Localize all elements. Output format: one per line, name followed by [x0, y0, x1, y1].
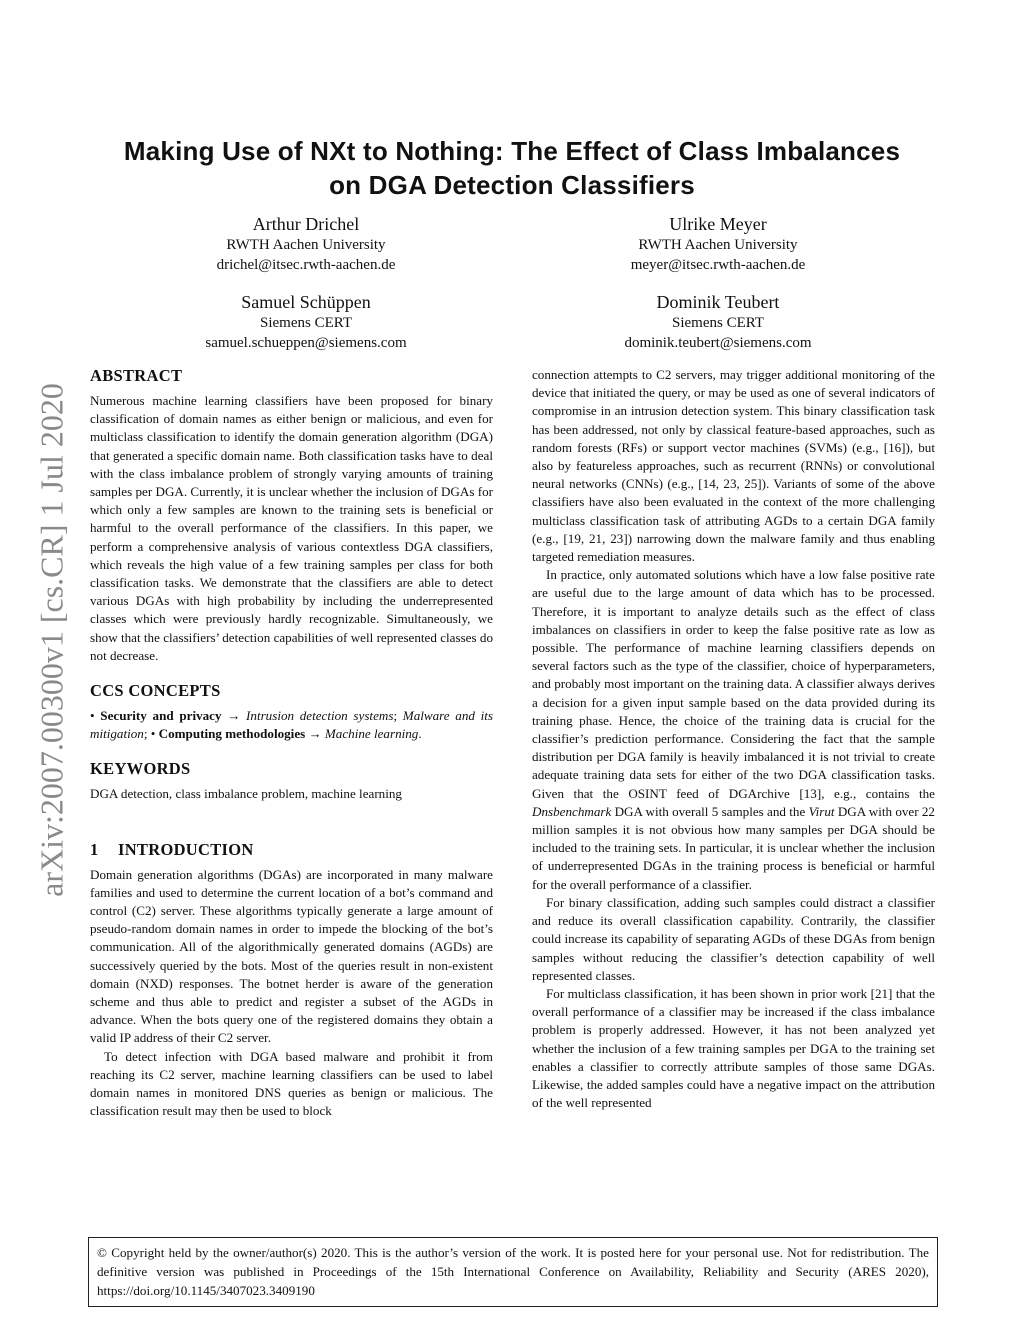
author-affiliation: RWTH Aachen University	[226, 237, 386, 253]
section-number: 1	[90, 839, 99, 859]
abstract-heading: ABSTRACT	[90, 366, 183, 385]
ccs-subconcept: Malware and its mitigation	[90, 708, 493, 742]
ccs-separator: ;	[143, 726, 148, 742]
intro-heading	[90, 840, 493, 860]
ccs-heading: CCS CONCEPTS	[90, 681, 221, 701]
dga-name: Virut	[808, 803, 835, 819]
ccs-subconcept: Machine learning	[324, 726, 419, 742]
author-email: drichel@itsec.rwth-aachen.de	[216, 257, 396, 273]
intro-paragraph-1: Domain generation algorithms (DGAs) are incorporated in many malware families and used to determine the current location of a bot’s command and control (C2) server. These algorithms typically generate a large amount of pseudo-random domain names in order to impede the blocking of the bot’s communication. All of the algorithmically generated domains (AGDs) are successively queried by the bots. Most of the queries result in non-existent domain (NXD) responses. The botnet herder is aware of the generation scheme and thus able to predict and register a subset of the AGDs in advance. When the bots query one of the registered domains they obtain a valid IP address of their C2 server.	[90, 866, 493, 1046]
author-affiliation: Siemens CERT	[259, 315, 352, 331]
keywords-text: DGA detection, class imbalance problem, machine learning	[90, 786, 402, 802]
abstract-text: Numerous machine learning classifiers have been proposed for binary classification of domain names as either benign or malicious, and even for multiclass classification to identify the domain generation algorithm (DGA) that generated a specific domain name. Both classification tasks have to deal with the class imbalance problem of strongly varying amounts of training samples per DGA. Currently, it is unclear whether the inclusion of DGAs for which only a few samples are known to the training sets is beneficial or harmful to the overall performance of the classifiers. In this paper, we perform a comprehensive analysis of various contextless DGA classifiers, which reveals the high value of a few training samples per class for both classification tasks. We demonstrate that the classifiers are able to detect various DGAs with high probability by including the underrepresented classes which were previously hardly recognizable. Simultaneously, we show that the classifiers’ detection capabilities of well represented classes do not decrease.	[90, 393, 493, 663]
body-paragraph-4: For multiclass classification, it has been shown in prior work [21] that the overall performance of a classifier may be increased if the class imbalance problem is properly addressed. However, it has not been analyzed yet whether the inclusion of a few training samples per DGA to the training set enables a classifier to correctly attribute samples of those same DGAs. Likewise, the added samples could have a negative impact on the attribution of the well represented	[532, 985, 935, 1111]
dga-name: Dnsbenchmark	[532, 803, 612, 819]
body-paragraph-3: For binary classification, adding such samples could distract a classifier and reduce its overall classification capability. Contrarily, the classifier could increase its capability of separating AGDs of these DGAs from benign samples without reducing the classifier’s detection capability of well represented classes.	[532, 894, 935, 983]
author-block-4	[558, 291, 878, 353]
author-email: samuel.schueppen@siemens.com	[205, 335, 407, 351]
author-email: meyer@itsec.rwth-aachen.de	[630, 257, 806, 273]
title-line-2: on DGA Detection Classifiers	[329, 170, 695, 200]
left-column	[90, 366, 493, 1121]
ccs-concept-2: Computing methodologies	[158, 726, 306, 742]
author-name: Arthur Drichel	[252, 214, 360, 234]
keywords-heading: KEYWORDS	[90, 759, 191, 779]
ccs-bullet: •	[90, 708, 95, 724]
ccs-arrow: →	[227, 708, 241, 724]
body-paragraph-1: connection attempts to C2 servers, may trigger additional monitoring of the device that initiated the query, or may be used as one of several indicators of compromise in an intrusion detection system. This binary classification task has been addressed, not only by classical feature-based approaches, such as random forests (RFs) or support vector machines (SVMs) (e.g., [16]), but also by featureless approaches, such as recurrent (RNNs) or convolutional neural networks (CNNs) (e.g., [14, 23, 25]). Variants of some of the above classifiers have also been evaluated in the context of the more challenging multiclass classification task of attributing AGDs to a certain DGA family (e.g., [19, 21, 23]) narrowing down the malware family and thus enabling targeted remediation measures.	[532, 367, 935, 565]
right-column	[532, 366, 935, 1112]
section-title: INTRODUCTION	[118, 839, 254, 859]
title-line-1: Making Use of NXt to Nothing: The Effect of Class Imbalances	[123, 136, 901, 166]
ccs-end: .	[418, 726, 422, 742]
author-block-2	[558, 213, 878, 275]
author-name: Ulrike Meyer	[669, 214, 767, 234]
author-block-1	[146, 213, 466, 275]
ccs-concepts	[90, 707, 493, 743]
ccs-separator: ;	[393, 708, 398, 724]
author-name: Dominik Teubert	[656, 292, 780, 312]
ccs-bullet: •	[150, 726, 156, 742]
ccs-subconcept: Intrusion detection systems	[246, 708, 394, 724]
body-paragraph-2: In practice, only automated solutions which have a low false positive rate are useful due to the large amount of data which has to be processed. Therefore, it is important to analyze details such as the effect of class imbalances on classifiers in order to keep the false positive rate as low as possible. The performance of machine learning classifiers depends on several factors such as the type of the classifier, choice of hyperparameters, and probably most important on the training data. A classifier always derives a decision for a given input sample based on the data provided during its training phase. Hence, the choice of the training data is crucial for the classifier’s prediction performance. Considering the fact that the sample distribution per DGA family is heavily imbalanced it is not trivial to create adequate training data sets for either of the two DGA classification tasks. Given that the OSINT feed of DGArchive [13], e.g., contains the Dnsbenchmark DGA with overall 5 samples and the Virut DGA with over 22 million samples it is not obvious how many samples per DGA should be included to the training sets. In particular, it is unclear whether the inclusion of underrepresented DGAs in the training process is beneficial or harmful for the overall performance of a classifier.	[532, 567, 935, 892]
intro-paragraph-2: To detect infection with DGA based malware and prohibit it from reaching its C2 server, machine learning classifiers can be used to label domain names in monitored DNS queries as benign or malicious. The classification result may then be used to block	[90, 1048, 493, 1119]
author-block-3	[146, 291, 466, 353]
author-affiliation: RWTH Aachen University	[638, 237, 798, 253]
ccs-concept-1: Security and privacy	[100, 708, 222, 724]
author-affiliation: Siemens CERT	[671, 315, 764, 331]
paper-title	[60, 134, 964, 202]
author-name: Samuel Schüppen	[241, 292, 371, 312]
author-email: dominik.teubert@siemens.com	[624, 335, 812, 351]
copyright-notice: © Copyright held by the owner/author(s) 2020. This is the author’s version of the work. It is posted here for your personal use. Not for redistribution. The definitive version was published in Proceedings of the 15th International Conference on Availability, Reliability and Security (ARES 2020), https://doi.org/10.1145/3407023.3409190	[88, 1237, 938, 1307]
ccs-arrow: →	[308, 726, 322, 742]
arxiv-identifier: arXiv:2007.00300v1 [cs.CR] 1 Jul 2020	[33, 383, 70, 897]
